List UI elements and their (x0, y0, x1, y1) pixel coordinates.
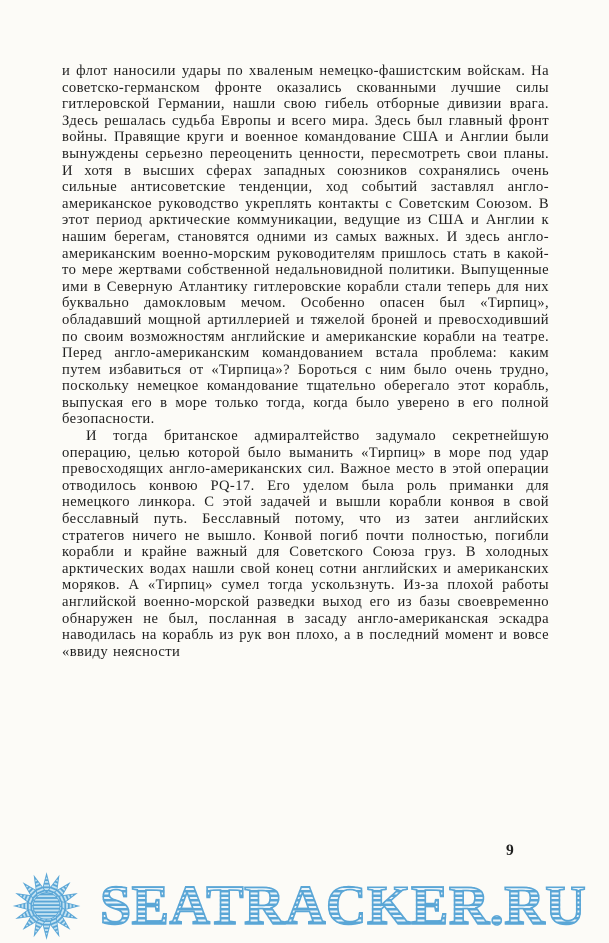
watermark (2, 871, 608, 941)
page-number: 9 (506, 842, 515, 859)
paragraph: И тогда британское адмиралтейство задумало секретнейшую операцию, целью которой было выманить «Тирпиц» в море под удар превосходящих англо-американских сил. Важное место в этой операции отводилось конвою PQ-17. Его уделом была роль приманки для немецкого линкора. С этой задачей и вышли корабли конвоя в свой бесславный путь. Бесславный потому, что из затеи английских стратегов ничего не вышло. Конвой погиб почти полностью, погибли корабли и крайне важный для Советского Союза груз. В холодных арктических водах нашли свой конец сотни английских и американских моряков. А «Тирпиц» сумел тогда ускользнуть. Из-за плохой работы английской военно-морской разведки выход его из базы своевременно обнаружен не был, посланная в засаду англо-американская эскадра наводилась на корабль из рук вон плохо, а в последний момент и вовсе «ввиду неясности (62, 428, 549, 660)
watermark-text: SEATRACKER.RU (100, 872, 586, 940)
sun-icon (2, 872, 100, 940)
paragraph: и флот наносили удары по хваленым немецко-фашистским войскам. На советско-германском фронте оказались скованными лучшие силы гитлеровской Германии, нашли свою гибель отборные дивизии врага. Здесь решалась судьба Европы и всего мира. Здесь был главный фронт войны. Правящие круги и военное командование США и Англии были вынуждены серьезно переоценить ценности, пересмотреть свои планы. И хотя в высших сферах западных союзников сохранялись очень сильные антисоветские тенденции, ход событий заставлял англо-американское руководство укреплять контакты с Советским Союзом. В этот период арктические коммуникации, ведущие из США и Англии к нашим берегам, становятся одними из самых важных. И здесь англо-американским военно-морским руководителям пришлось стать в какой-то мере жертвами собственной недальновидной политики. Выпущенные ими в Северную Атлантику гитлеровские корабли стали теперь для них буквально дамокловым мечом. Особенно опасен был «Тирпиц», обладавший мощной артиллерией и тяжелой броней и превосходивший по своим возможностям английские и американские корабли на театре. Перед англо-американским командованием встала проблема: каким путем избавиться от «Тирпица»? Бороться с ним было очень трудно, поскольку немецкое командование тщательно оберегало этот корабль, выпуская его в море только тогда, когда было уверено в его полной безопасности. (62, 63, 549, 428)
page-text (62, 63, 549, 660)
